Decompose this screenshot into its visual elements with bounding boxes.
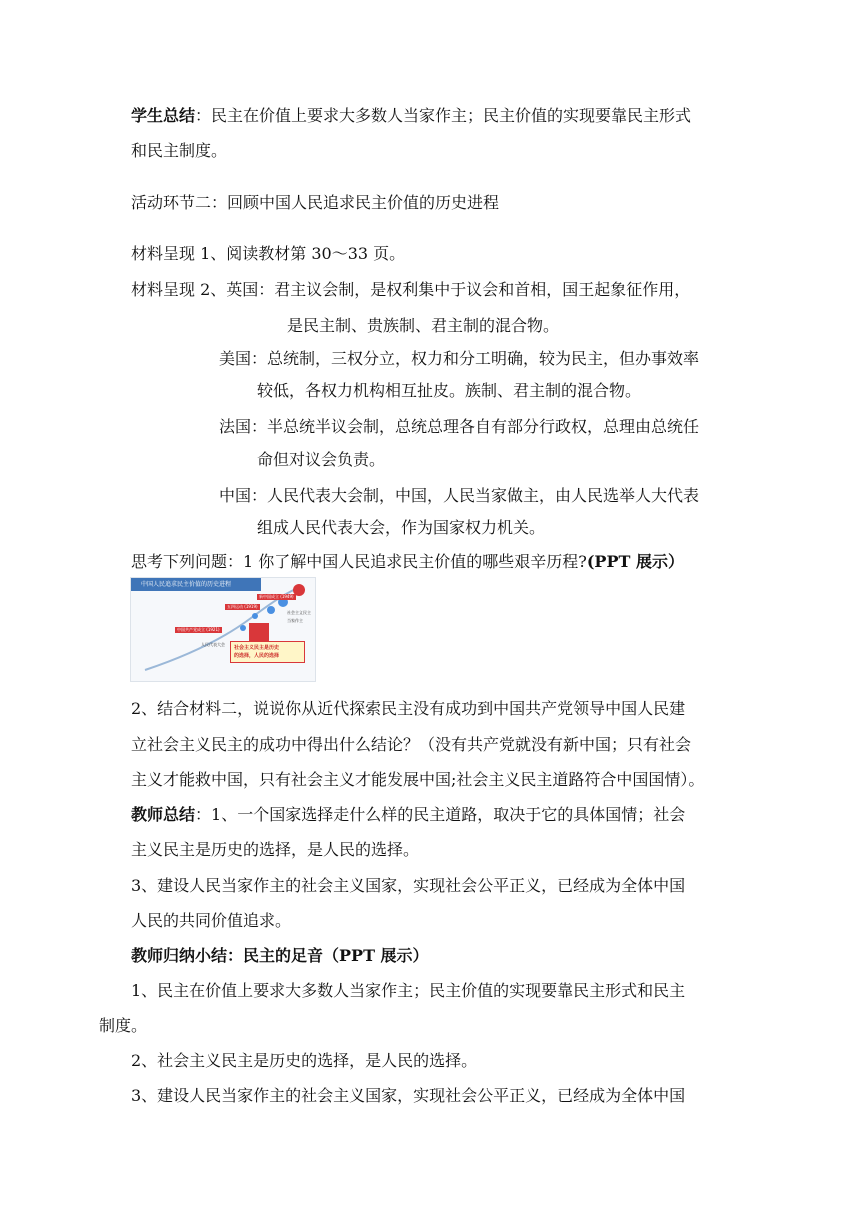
ppt-conclusion-box: 社会主义民主是历史 的选择，人民的选择: [230, 641, 305, 663]
think-question-1: 思考下列问题：1 你了解中国人民追求民主价值的哪些艰辛历程?(PPT 展示）: [131, 552, 684, 571]
question-2-line3: 主义才能救中国，只有社会主义才能发展中国;社会主义民主道路符合中国国情）。: [131, 770, 705, 789]
teacher-summary-line1: 教师总结：1、一个国家选择走什么样的民主道路，取决于它的具体国情；社会: [131, 805, 686, 824]
material-2-cn-line2: 组成人民代表大会，作为国家权力机关。: [257, 518, 546, 537]
ppt-slide-image: [130, 577, 316, 682]
teacher-summary-label: 教师总结: [131, 805, 196, 824]
material-2-cn-line1: 中国：人民代表大会制，中国，人民当家做主，由人民选举人大代表: [219, 486, 700, 505]
activity-heading: 活动环节二：回顾中国人民追求民主价值的历史进程: [131, 193, 500, 212]
timeline-dot-3: [252, 613, 258, 619]
material-2-fr-line1: 法国：半总统半议会制，总统总理各自有部分行政权，总理由总统任: [219, 417, 700, 436]
timeline-dot-2: [267, 606, 275, 614]
teacher-summary-line4: 人民的共同价值追求。: [131, 911, 292, 930]
question-2-line2: 立社会主义民主的成功中得出什么结论？（没有共产党就没有新中国；只有社会: [131, 735, 692, 754]
ppt-label-2: 五四运动 (1919): [227, 604, 258, 609]
summary-heading: 教师归纳小结：民主的足音（PPT 展示）: [131, 946, 429, 965]
student-summary-line2: 和民主制度。: [131, 141, 228, 160]
student-summary-label: 学生总结: [131, 106, 196, 125]
material-2-uk-line2: 是民主制、贵族制、君主制的混合物。: [287, 316, 560, 335]
material-2-fr-line2: 命但对议会负责。: [257, 450, 386, 469]
ppt-slide-title: 中国人民追求民主价值的历史进程: [131, 578, 261, 591]
ppt-note: (PPT 展示）: [586, 552, 684, 571]
material-1: 材料呈现 1、阅读教材第 30～33 页。: [131, 244, 406, 263]
ppt-label-5: 当家作主: [287, 618, 303, 623]
student-summary-line1: 学生总结：民主在价值上要求大多数人当家作主；民主价值的实现要靠民主形式: [131, 106, 692, 125]
summary-item-2: 2、社会主义民主是历史的选择，是人民的选择。: [131, 1051, 478, 1070]
question-2-line1: 2、结合材料二，说说你从近代探索民主没有成功到中国共产党领导中国人民建: [131, 699, 686, 718]
summary-item-3: 3、建设人民当家作主的社会主义国家，实现社会公平正义，已经成为全体中国: [131, 1086, 686, 1105]
ppt-label-4: 社会主义民主: [287, 610, 311, 615]
ppt-label-3: 中国共产党成立 (1921): [177, 627, 220, 632]
material-2-us-line2: 较低，各权力机构相互扯皮。族制、君主制的混合物。: [257, 381, 642, 400]
material-2-uk-line1: 材料呈现 2、英国：君主议会制，是权利集中于议会和首相，国王起象征作用，: [131, 280, 691, 299]
teacher-summary-line3: 3、建设人民当家作主的社会主义国家，实现社会公平正义，已经成为全体中国: [131, 876, 686, 895]
teacher-summary-line2: 主义民主是历史的选择，是人民的选择。: [131, 840, 420, 859]
ppt-label-1: 新中国成立 (1949): [259, 594, 294, 599]
summary-item-1-line1: 1、民主在价值上要求大多数人当家作主；民主价值的实现要靠民主形式和民主: [131, 981, 686, 1000]
timeline-dot-4: [240, 625, 246, 631]
ppt-label-6: 人民代表大会: [201, 642, 225, 647]
summary-item-1-line2: 制度。: [99, 1016, 148, 1035]
material-2-us-line1: 美国：总统制，三权分立，权力和分工明确，较为民主，但办事效率: [219, 349, 700, 368]
